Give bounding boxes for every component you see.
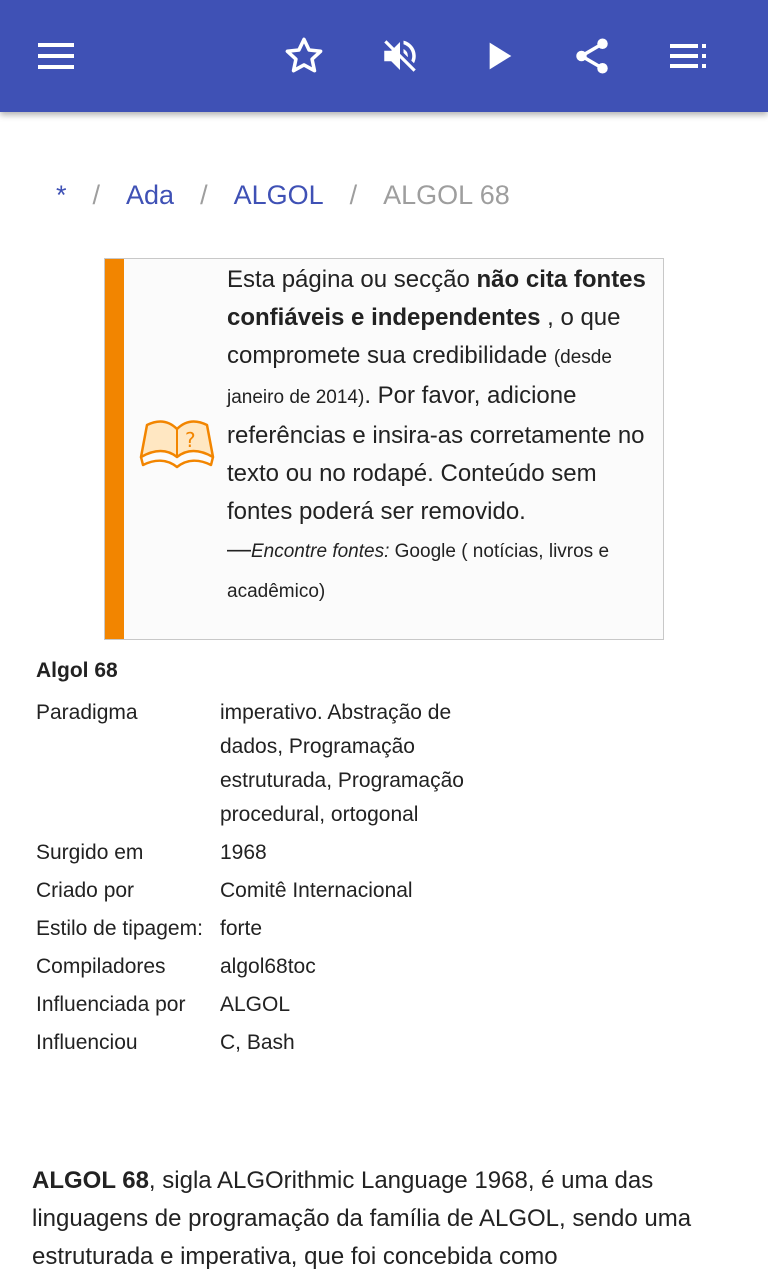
find-sources-links[interactable]: Google ( notícias, livros e acadêmico) — [227, 541, 610, 602]
notice-accent-stripe — [105, 259, 124, 639]
breadcrumb-separator: / — [200, 180, 208, 210]
breadcrumb-separator: / — [92, 180, 101, 210]
book-question-icon — [137, 413, 217, 477]
notice-intro: Esta página ou secção — [227, 266, 477, 293]
infobox-value[interactable]: C, Bash — [220, 1031, 295, 1054]
contents-button[interactable] — [664, 32, 712, 80]
infobox-label: Criado por — [36, 879, 135, 902]
infobox-label: Paradigma — [36, 701, 138, 724]
mute-button[interactable] — [376, 32, 424, 80]
infobox-value: algol68toc — [220, 955, 316, 978]
breadcrumb — [56, 180, 510, 211]
volume-off-icon — [379, 35, 421, 77]
app-bar — [0, 0, 768, 112]
citation-notice-box — [104, 258, 664, 640]
share-icon — [571, 35, 613, 77]
infobox-label: Surgido em — [36, 841, 144, 864]
notice-date: (desde janeiro de 2014) — [227, 347, 612, 408]
bookmark-button[interactable] — [280, 32, 328, 80]
infobox-value: Comitê Internacional — [220, 879, 413, 902]
notice-emphasis: não cita fontes confiáveis e independentes — [227, 266, 646, 331]
notice-credibility: , o que compromete sua credibilidade — [227, 304, 621, 369]
infobox-value[interactable]: imperativo. Abstração de dados, Programação estruturada, Programação procedural, ortogonal — [220, 701, 464, 826]
play-button[interactable] — [474, 32, 522, 80]
lead-title: ALGOL 68 — [32, 1167, 149, 1194]
breadcrumb-algol[interactable]: ALGOL — [233, 180, 324, 210]
notice-text — [227, 261, 657, 611]
notice-body: . Por favor, adicione referências e insira-as corretamente no texto ou no rodapé. Conteúdo sem fontes poderá ser removido. — [227, 382, 645, 525]
lead-paragraph — [32, 1162, 732, 1276]
find-sources-label: Encontre fontes: — [251, 541, 390, 562]
playlist-icon — [668, 41, 708, 71]
menu-button[interactable] — [32, 32, 80, 80]
infobox-label: Influenciou — [36, 1031, 138, 1054]
breadcrumb-current: ALGOL 68 — [383, 180, 510, 210]
menu-icon — [36, 41, 76, 71]
breadcrumb-home[interactable]: * — [56, 180, 67, 210]
svg-text:?: ? — [185, 428, 196, 452]
share-button[interactable] — [568, 32, 616, 80]
infobox-label: Influenciada por — [36, 993, 186, 1016]
infobox-value[interactable]: ALGOL — [220, 993, 291, 1016]
infobox — [36, 654, 500, 1060]
breadcrumb-separator: / — [349, 180, 358, 210]
infobox-value: forte — [220, 917, 263, 940]
star-icon — [283, 35, 325, 77]
infobox-value: 1968 — [220, 841, 267, 864]
infobox-label: Compiladores — [36, 955, 166, 978]
notice-dash: — — [227, 536, 251, 563]
infobox-label: Estilo de tipagem: — [36, 917, 203, 940]
lead-text: , sigla ALGOrithmic Language 1968, é uma das linguagens de programação da família de ALGOL, sendo uma estruturada e imperativa, que foi concebida como — [32, 1167, 692, 1270]
breadcrumb-ada[interactable]: Ada — [126, 180, 175, 210]
infobox-title: Algol 68 — [36, 659, 118, 682]
play-icon — [478, 36, 518, 76]
